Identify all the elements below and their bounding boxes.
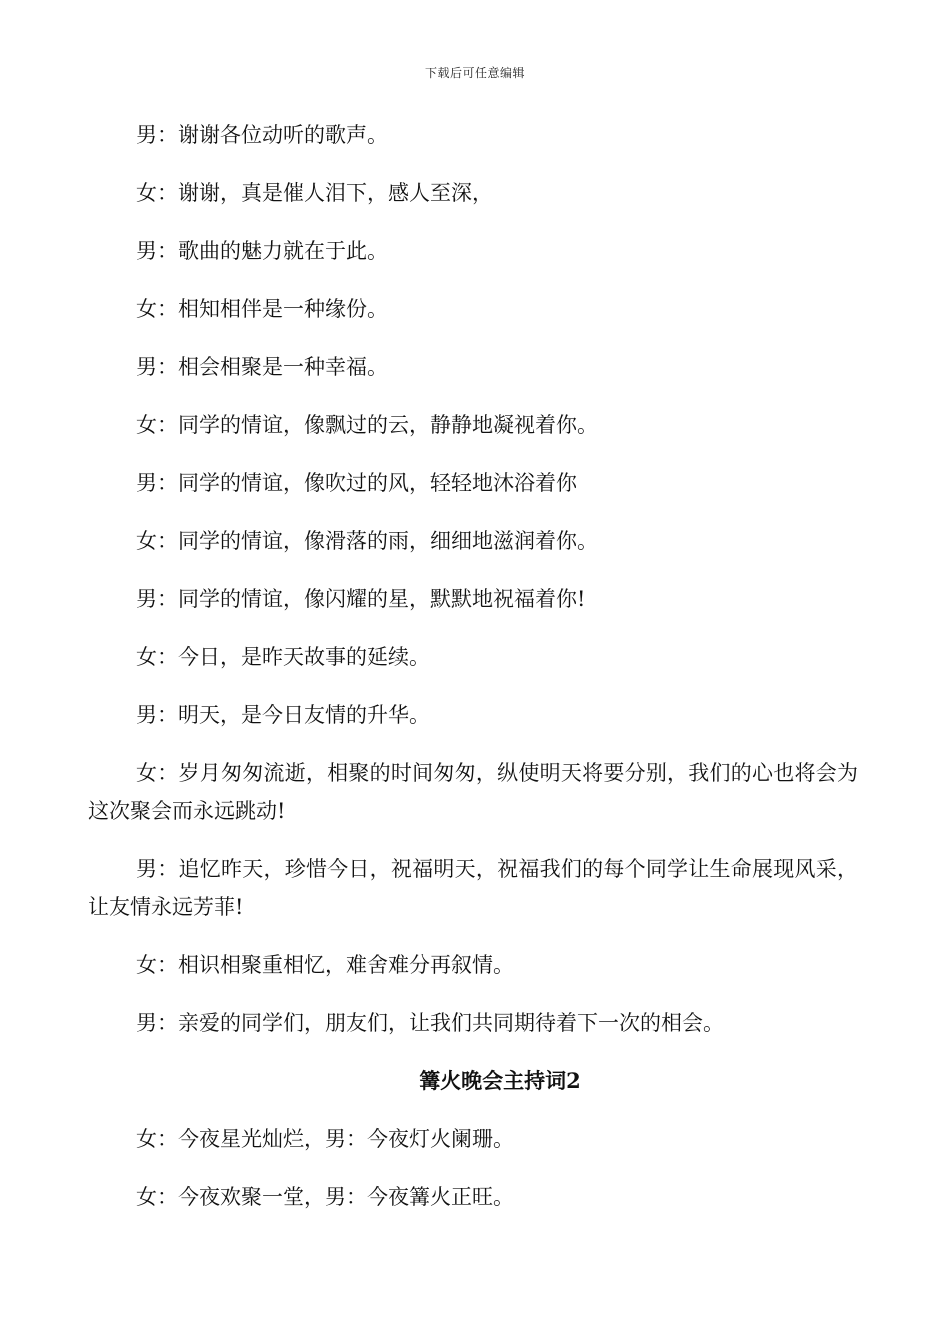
paragraph: 男：谢谢各位动听的歌声。	[136, 123, 388, 147]
paragraph: 男：明天，是今日友情的升华。	[136, 703, 430, 727]
paragraph: 女：相识相聚重相忆，难舍难分再叙情。	[136, 953, 514, 977]
paragraph: 女：今夜星光灿烂，男：今夜灯火阑珊。	[136, 1127, 514, 1151]
paragraph: 女：同学的情谊，像滑落的雨，细细地滋润着你。	[136, 529, 598, 553]
paragraph: 女：今夜欢聚一堂，男：今夜篝火正旺。	[136, 1185, 514, 1209]
paragraph: 男：追忆昨天，珍惜今日，祝福明天，祝福我们的每个同学让生命展现风采，让友情永远芳菲!	[88, 857, 858, 919]
paragraph: 女：同学的情谊，像飘过的云，静静地凝视着你。	[136, 413, 598, 437]
paragraph: 女：相知相伴是一种缘份。	[136, 297, 388, 321]
page-header: 下载后可任意编辑	[424, 66, 525, 80]
paragraph: 女：谢谢，真是催人泪下，感人至深，	[136, 181, 493, 205]
paragraph: 男：同学的情谊，像吹过的风，轻轻地沐浴着你	[136, 471, 577, 495]
paragraph: 男：歌曲的魅力就在于此。	[136, 239, 388, 263]
paragraph: 男：同学的情谊，像闪耀的星，默默地祝福着你!	[136, 587, 586, 611]
paragraph: 男：相会相聚是一种幸福。	[136, 355, 388, 379]
document-body	[88, 116, 858, 1236]
paragraph: 男：亲爱的同学们，朋友们，让我们共同期待着下一次的相会。	[136, 1011, 724, 1035]
paragraph: 女：今日，是昨天故事的延续。	[136, 645, 430, 669]
paragraph: 女：岁月匆匆流逝，相聚的时间匆匆，纵使明天将要分别，我们的心也将会为这次聚会而永远跳动!	[88, 761, 858, 823]
section-title: 篝火晚会主持词2	[419, 1068, 581, 1093]
